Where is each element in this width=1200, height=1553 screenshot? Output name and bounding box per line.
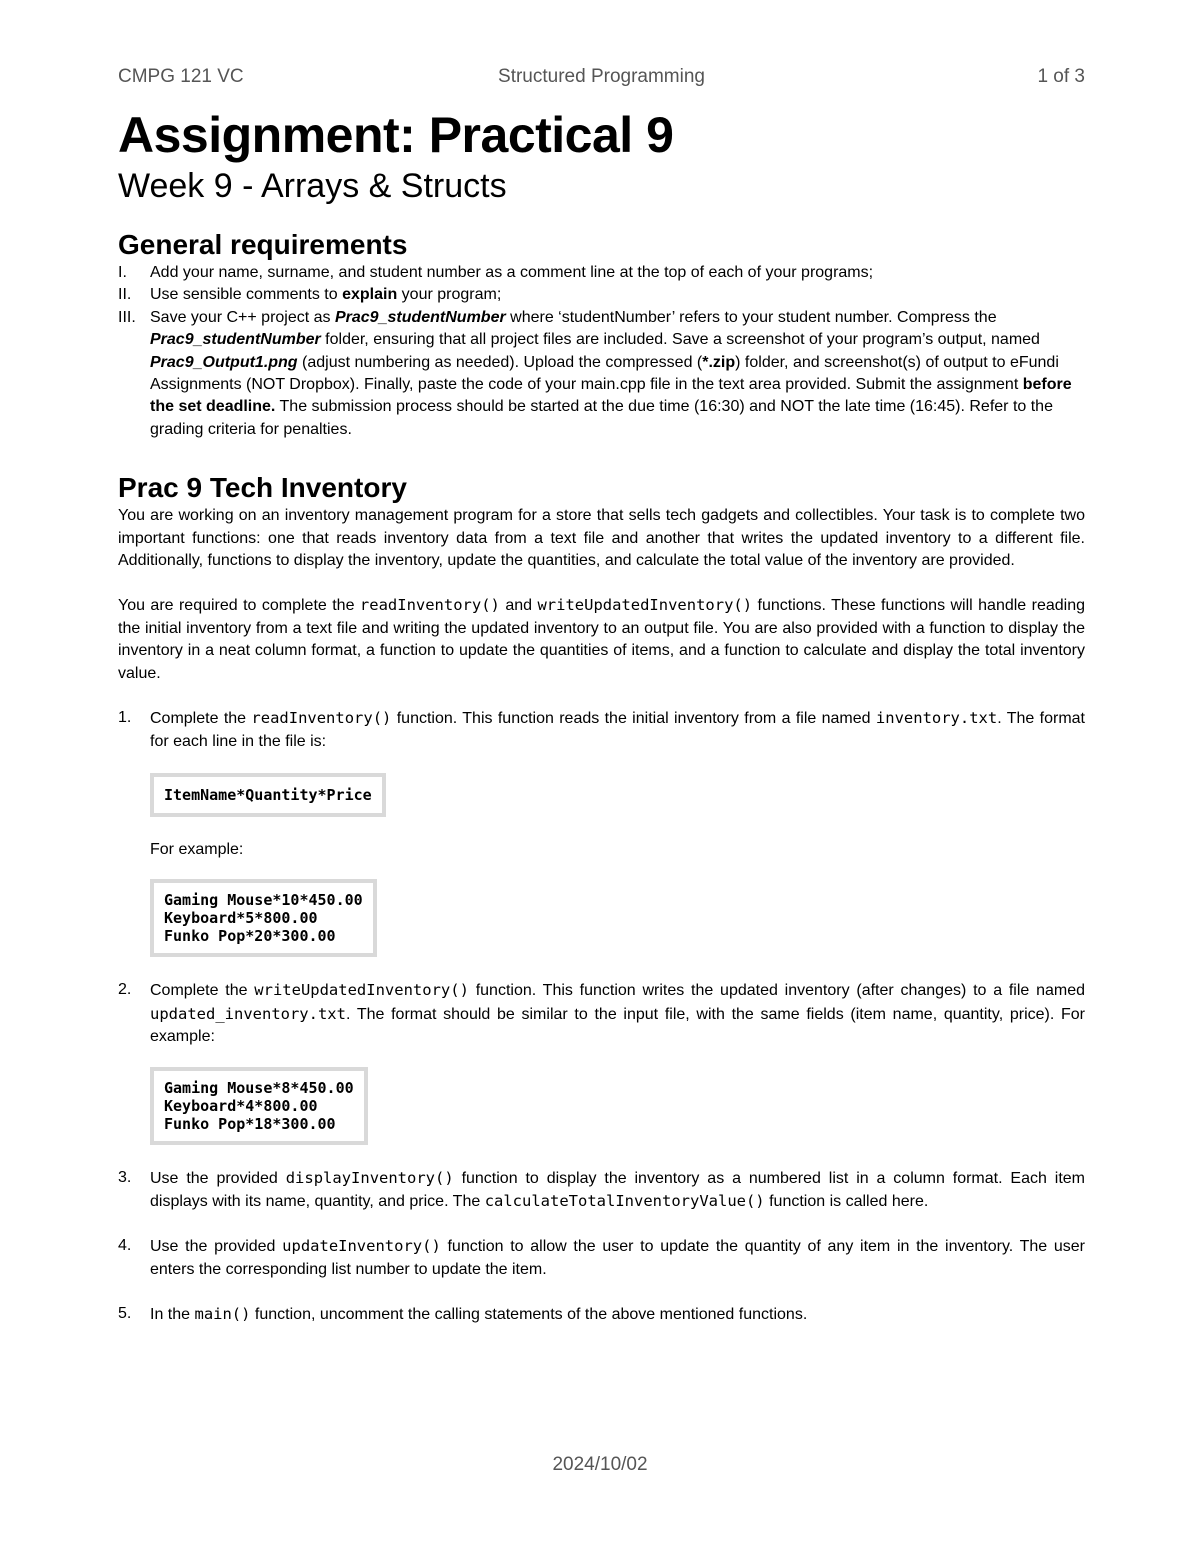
document-body (118, 96, 1085, 1349)
page-subtitle: Week 9 - Arrays & Structs (118, 167, 507, 205)
general-requirements-heading: General requirements (118, 229, 408, 260)
task-item: 4. Use the provided updateInventory() function to allow the user to update the quantity of any item in the inventory. The user enters the corresponding list number to update the item. (118, 1237, 1085, 1278)
task-item: 3. Use the provided displayInventory() function to display the inventory as a numbered list in a column format. Each item displays with its name, quantity, and price. The calculateTotalInventoryValue() function is called here. (118, 1168, 1086, 1210)
task-list (118, 707, 1085, 1326)
task-item: 2. Complete the writeUpdatedInventory() function. This function writes the updated inventory (after changes) to a file named updated_inventory.txt. The format should be similar to the input file, with the same fields (item name, quantity, price). For example: Gaming Mouse*8*450.00 Keyboard*4*800.00 Funko Pop*18*300.00 (118, 979, 1085, 1144)
course-name: Structured Programming (498, 66, 705, 87)
course-code: CMPG 121 VC (118, 66, 244, 87)
requirements-paragraph: You are required to complete the readInventory() and writeUpdatedInventory() functions. These functions will handle reading the initial inventory from a text file and writing the updated inventory to an output file. You are also provided with a function to display the inventory in a neat column format, a function to update the quantities of items, and a function to calculate and display the total inventory value. (118, 596, 1086, 682)
output-example-code-block: Gaming Mouse*8*450.00 Keyboard*4*800.00 Funko Pop*18*300.00 (150, 1067, 368, 1145)
intro-paragraph: You are working on an inventory management program for a store that sells tech gadgets and collectibles. Your task is to complete two important functions: one that reads inventory data from a text file and another that writes the updated inventory to a different file. Additionally, functions to display the inventory, update the quantities, and calculate the total value of the inventory are provided. (118, 507, 1085, 570)
input-example-code-block: Gaming Mouse*10*450.00 Keyboard*5*800.00 Funko Pop*20*300.00 (150, 879, 377, 957)
page-number: 1 of 3 (1037, 66, 1085, 87)
page-header (118, 62, 1085, 92)
list-item: III. Save your C++ project as Prac9_studentNumber where ‘studentNumber’ refers to your student number. Compress the Prac9_studentNumber folder, ensuring that all project files are included. Save a screenshot of your program’s output, named Prac9_Output1.png (adjust numbering as needed). Upload the compressed (*.zip) folder, and screenshot(s) of output to eFundi Assignments (NOT Dropbox). Finally, paste the code of your main.cpp file in the text area provided. Submit the assignment before the set deadline. The submission process should be started at the due time (16:30) and NOT the late time (16:45). Refer to the grading criteria for penalties. (118, 308, 1072, 438)
format-code-block: ItemName*Quantity*Price (150, 773, 386, 817)
page-title: Assignment: Practical 9 (118, 107, 674, 163)
task-item: 1. Complete the readInventory() function. This function reads the initial inventory from a file named inventory.txt. The format for each line in the file is: ItemName*Quantity*Price For example: Gaming Mouse*10*450.00 Keyboard*5*800.00 Funko Pop*20*300.00 (118, 707, 1085, 957)
task-item: 5. In the main() function, uncomment the calling statements of the above mentioned functions. (118, 1305, 808, 1324)
general-requirements-list (118, 262, 1085, 441)
prac-heading: Prac 9 Tech Inventory (118, 472, 407, 504)
page-footer-date: 2024/10/02 (552, 1454, 648, 1475)
example-label: For example: (150, 840, 244, 858)
list-item: II. Use sensible comments to explain your program; (118, 286, 502, 304)
list-item: I. Add your name, surname, and student number as a comment line at the top of each of your programs; (118, 264, 874, 281)
